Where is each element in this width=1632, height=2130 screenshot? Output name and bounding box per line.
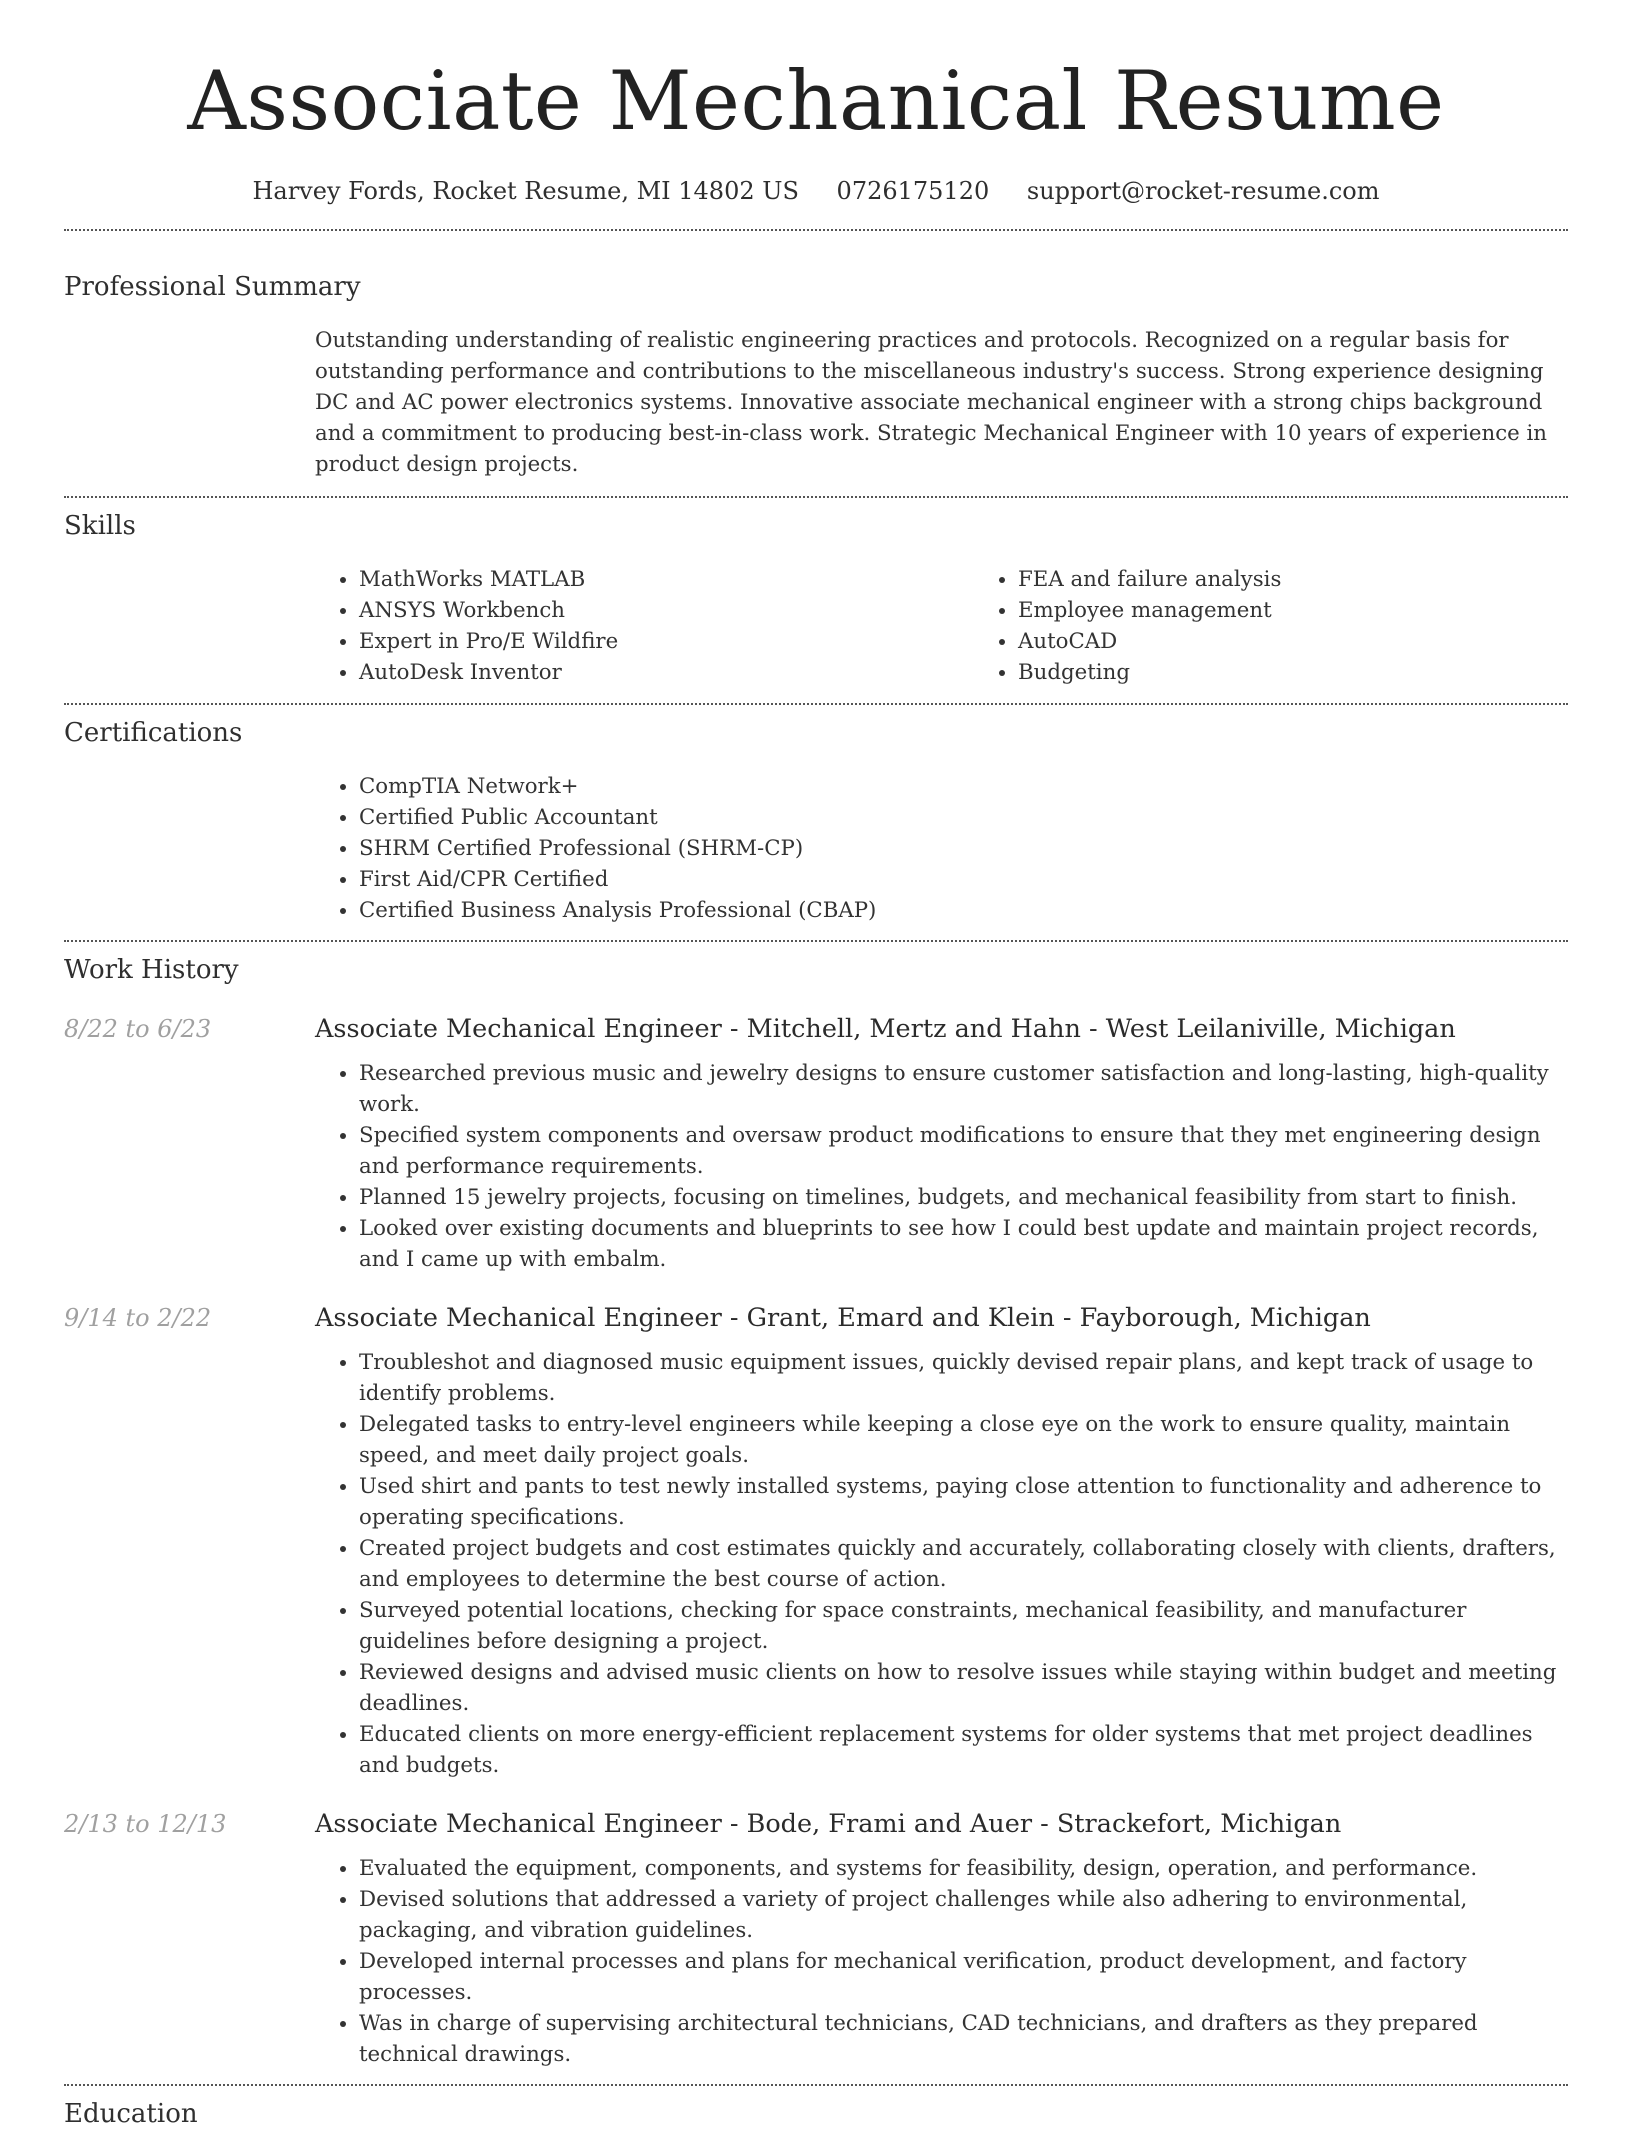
work-history-heading: Work History (64, 955, 239, 985)
skill-item: • ANSYS Workbench (359, 595, 974, 626)
certification-item: • CompTIA Network+ (359, 771, 1568, 802)
job-bullet: • Used shirt and pants to test newly installed systems, paying close attention to functionality and adherence to operating specifications. (359, 1471, 1568, 1533)
section-divider (64, 703, 1568, 705)
job-title: Associate Mechanical Engineer - Bode, Frami and Auer - Strackefort, Michigan (315, 1809, 1342, 1839)
job-bullet: • Researched previous music and jewelry designs to ensure customer satisfaction and long-lasting, high-quality work. (359, 1058, 1568, 1120)
section-divider (64, 496, 1568, 498)
section-divider (64, 940, 1568, 942)
job-details (315, 1853, 1568, 2070)
job-bullet: • Planned 15 jewelry projects, focusing on timelines, budgets, and mechanical feasibility from start to finish. (359, 1182, 1568, 1213)
job-details (315, 1347, 1568, 1781)
education-heading: Education (64, 2099, 198, 2129)
job-dates: 2/13 to 12/13 (64, 1810, 227, 1838)
job-bullet: • Evaluated the equipment, components, and systems for feasibility, design, operation, and performance. (359, 1853, 1568, 1884)
resume-title: Associate Mechanical Resume (187, 55, 1445, 149)
job-bullets (315, 1058, 1568, 1275)
skills-list (315, 564, 1568, 688)
summary-text: Outstanding understanding of realistic engineering practices and protocols. Recognized on a regular basis for outstanding performance and contributions to the miscellaneous industry's success. Strong experience designing DC and AC power electronics systems. Innovative associate mechanical engineer with a strong chips background and a commitment to producing best-in-class work. Strategic Mechanical Engineer with 10 years of experience in product design projects. (315, 328, 1548, 477)
job-bullets (315, 1347, 1568, 1781)
contact-phone: 0726175120 (836, 177, 990, 205)
job-bullet: • Troubleshot and diagnosed music equipment issues, quickly devised repair plans, and kept track of usage to identify problems. (359, 1347, 1568, 1409)
section-divider (64, 2084, 1568, 2086)
job-title: Associate Mechanical Engineer - Mitchell, Mertz and Hahn - West Leilaniville, Michigan (315, 1014, 1456, 1044)
certifications-body (315, 771, 1568, 926)
certification-item: • SHRM Certified Professional (SHRM-CP) (359, 833, 1568, 864)
job-dates: 9/14 to 2/22 (64, 1304, 212, 1332)
skills-column-right (974, 564, 1632, 688)
contact-line (64, 174, 1568, 208)
skill-item: • AutoCAD (1018, 626, 1632, 657)
job-header (64, 1807, 1568, 1841)
job-header (64, 1301, 1568, 1335)
certifications-heading: Certifications (64, 718, 243, 748)
certification-item: • First Aid/CPR Certified (359, 864, 1568, 895)
job-title: Associate Mechanical Engineer - Grant, Emard and Klein - Fayborough, Michigan (315, 1303, 1371, 1333)
job-bullet: • Reviewed designs and advised music clients on how to resolve issues while staying within budget and meeting deadlines. (359, 1657, 1568, 1719)
job-bullets (315, 1853, 1568, 2070)
job-bullet: • Devised solutions that addressed a variety of project challenges while also adhering to environmental, packaging, and vibration guidelines. (359, 1884, 1568, 1946)
certification-item: • Certified Public Accountant (359, 802, 1568, 833)
job-bullet: • Educated clients on more energy-efficient replacement systems for older systems that met project deadlines and budgets. (359, 1719, 1568, 1781)
skill-item: • Employee management (1018, 595, 1632, 626)
skill-item: • FEA and failure analysis (1018, 564, 1632, 595)
job-bullet: • Specified system components and oversaw product modifications to ensure that they met engineering design and performance requirements. (359, 1120, 1568, 1182)
job-bullet: • Developed internal processes and plans for mechanical verification, product development, and factory processes. (359, 1946, 1568, 2008)
job-bullet: • Delegated tasks to entry-level engineers while keeping a close eye on the work to ensure quality, maintain speed, and meet daily project goals. (359, 1409, 1568, 1471)
section-divider (64, 229, 1568, 231)
contact-email: support@rocket-resume.com (1026, 177, 1380, 205)
skill-item: • MathWorks MATLAB (359, 564, 974, 595)
job-dates: 8/22 to 6/23 (64, 1015, 212, 1043)
skill-item: • Expert in Pro/E Wildfire (359, 626, 974, 657)
skill-item: • AutoDesk Inventor (359, 657, 974, 688)
skills-column-left (315, 564, 974, 688)
contact-address: Harvey Fords, Rocket Resume, MI 14802 US (252, 177, 799, 205)
certifications-list (315, 771, 1568, 926)
summary-heading: Professional Summary (64, 272, 361, 302)
skills-heading: Skills (64, 511, 136, 541)
skill-item: • Budgeting (1018, 657, 1632, 688)
job-bullet: • Was in charge of supervising architectural technicians, CAD technicians, and drafters as they prepared technical drawings. (359, 2008, 1568, 2070)
job-bullet: • Surveyed potential locations, checking for space constraints, mechanical feasibility, and manufacturer guidelines before designing a project. (359, 1595, 1568, 1657)
job-details (315, 1058, 1568, 1275)
certification-item: • Certified Business Analysis Professional (CBAP) (359, 895, 1568, 926)
summary-body (315, 325, 1568, 480)
job-bullet: • Created project budgets and cost estimates quickly and accurately, collaborating closely with clients, drafters, and employees to determine the best course of action. (359, 1533, 1568, 1595)
job-bullet: • Looked over existing documents and blueprints to see how I could best update and maintain project records, and I came up with embalm. (359, 1213, 1568, 1275)
job-header (64, 1012, 1568, 1046)
